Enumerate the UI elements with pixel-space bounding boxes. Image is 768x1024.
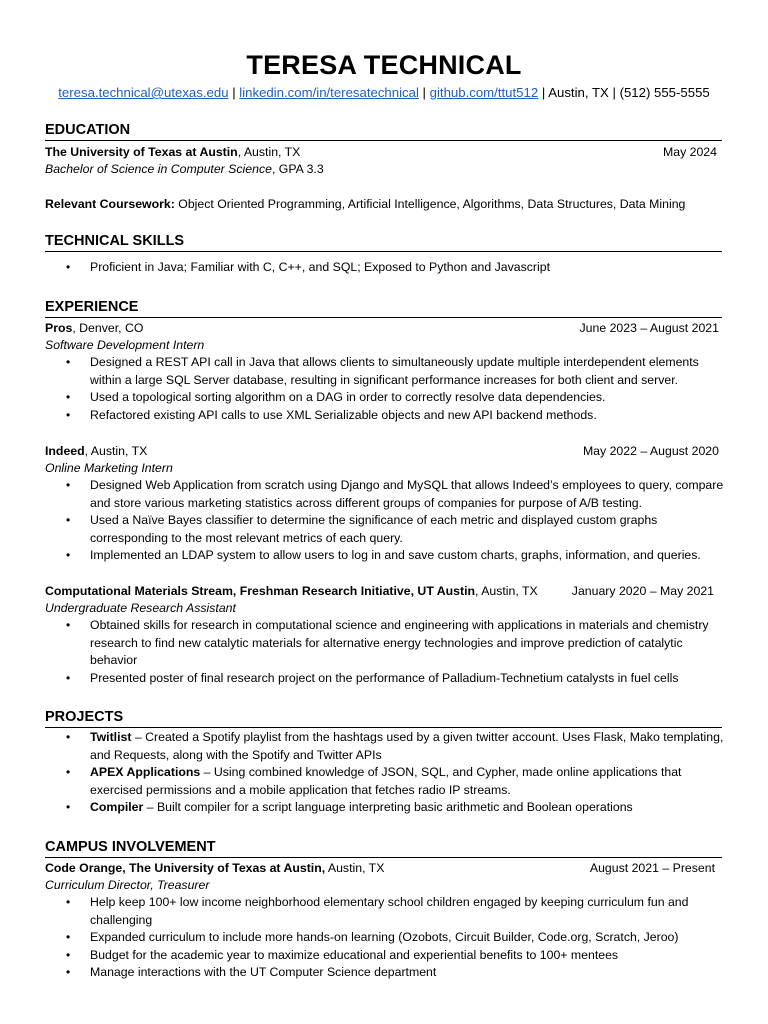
project-name: Twitlist bbox=[90, 730, 132, 744]
job-location: , Austin, TX bbox=[475, 584, 538, 598]
list-item bbox=[45, 729, 725, 764]
job-date: May 2022 – August 2020 bbox=[582, 444, 719, 458]
skills-list bbox=[45, 259, 725, 277]
education-heading: EDUCATION bbox=[45, 121, 722, 141]
separator: | bbox=[228, 85, 240, 100]
school-name: The University of Texas at Austin bbox=[45, 145, 238, 159]
skills-heading: TECHNICAL SKILLS bbox=[45, 232, 722, 252]
degree-line bbox=[45, 161, 722, 177]
campus-location: Austin, TX bbox=[325, 861, 385, 875]
job-header-row bbox=[45, 443, 719, 459]
list-item: • Designed a REST API call in Java that allows clients to simultaneously update multiple interdependent elements within a large SQL Server database, resulting in significant performance increases for both client and server. bbox=[45, 354, 725, 389]
job-role: Online Marketing Intern bbox=[45, 461, 173, 475]
list-item: • Obtained skills for research in computational science and engineering with applications in materials and chemistry research to find new catalytic materials for alternative energy technologies and improve prediction of catalytic behavior bbox=[45, 617, 725, 670]
separator: | bbox=[538, 85, 549, 100]
job-header-row bbox=[45, 320, 719, 336]
campus-bullets bbox=[45, 894, 725, 982]
list-item: • Proficient in Java; Familiar with C, C++, and SQL; Exposed to Python and Javascript bbox=[45, 259, 725, 277]
job-bullets bbox=[45, 354, 725, 424]
email-link[interactable]: teresa.technical@utexas.edu bbox=[58, 85, 229, 100]
school-location: , Austin, TX bbox=[237, 145, 301, 159]
list-item: • Used a topological sorting algorithm on a DAG in order to correctly resolve data dependencies. bbox=[45, 389, 725, 407]
project-desc: – Created a Spotify playlist from the hashtags used by a given twitter account. Uses Flask, Mako templating, and Requests, along with the Spotify and Twitter APIs bbox=[90, 730, 724, 762]
list-item bbox=[45, 764, 725, 799]
job-bullets bbox=[45, 477, 725, 565]
contact-line bbox=[0, 85, 768, 100]
job-header-row bbox=[45, 583, 714, 599]
coursework-label: Relevant Coursework: bbox=[45, 197, 175, 211]
education-date: May 2024 bbox=[662, 145, 717, 159]
experience-heading: EXPERIENCE bbox=[45, 298, 722, 318]
list-item: • Manage interactions with the UT Computer Science department bbox=[45, 964, 725, 982]
linkedin-link[interactable]: linkedin.com/in/teresatechnical bbox=[239, 85, 419, 100]
github-link[interactable]: github.com/ttut512 bbox=[429, 85, 539, 100]
list-item: • Refactored existing API calls to use XML Serializable objects and new API backend methods. bbox=[45, 407, 725, 425]
coursework-list: Object Oriented Programming, Artificial Intelligence, Algorithms, Data Structures, Data Mining bbox=[174, 197, 686, 211]
job-date: January 2020 – May 2021 bbox=[571, 584, 714, 598]
campus-date: August 2021 – Present bbox=[589, 861, 715, 875]
list-item: • Implemented an LDAP system to allow users to log in and save custom charts, graphs, information, and queries. bbox=[45, 547, 725, 565]
job-org: Pros bbox=[45, 321, 73, 335]
job-role: Undergraduate Research Assistant bbox=[45, 601, 236, 615]
list-item: • Used a Naïve Bayes classifier to determine the significance of each metric and displayed custom graphs corresponding to the most relevant metrics of each query. bbox=[45, 512, 725, 547]
project-desc: – Built compiler for a script language interpreting basic arithmetic and Boolean operations bbox=[143, 800, 633, 815]
project-name: APEX Applications bbox=[90, 765, 201, 780]
campus-role: Curriculum Director, Treasurer bbox=[45, 878, 210, 892]
job-role: Software Development Intern bbox=[45, 338, 205, 352]
campus-header-row bbox=[45, 860, 715, 876]
phone: (512) 555-5555 bbox=[619, 85, 710, 100]
project-name: Compiler bbox=[90, 800, 144, 815]
location: Austin, TX bbox=[548, 85, 609, 100]
job-org: Indeed bbox=[45, 444, 85, 458]
resume-name: TERESA TECHNICAL bbox=[246, 50, 522, 80]
list-item: • Expanded curriculum to include more hands-on learning (Ozobots, Circuit Builder, Code.org, Scratch, Jeroo) bbox=[45, 929, 725, 947]
campus-org: Code Orange, The University of Texas at Austin, bbox=[45, 861, 326, 875]
list-item: • Budget for the academic year to maximize educational and experiential benefits to 100+ mentees bbox=[45, 947, 725, 965]
list-item: • Designed Web Application from scratch using Django and MySQL that allows Indeed’s employees to query, compare and store various marketing statistics across different groups of companies for purpose of A/B testing. bbox=[45, 477, 725, 512]
list-item bbox=[45, 799, 725, 817]
education-school-row bbox=[45, 144, 717, 160]
degree: Bachelor of Science in Computer Science bbox=[45, 162, 272, 176]
separator: | bbox=[418, 85, 430, 100]
project-desc: – Using combined knowledge of JSON, SQL, and Cypher, made online applications that exercised permissions and a mobile application that fetches radio IP streams. bbox=[90, 765, 682, 797]
projects-heading: PROJECTS bbox=[45, 708, 722, 728]
job-date: June 2023 – August 2021 bbox=[579, 321, 719, 335]
campus-heading: CAMPUS INVOLVEMENT bbox=[45, 838, 722, 858]
list-item: • Help keep 100+ low income neighborhood elementary school children engaged by keeping curriculum fun and challenging bbox=[45, 894, 725, 929]
projects-list bbox=[45, 729, 725, 817]
job-org: Computational Materials Stream, Freshman Research Initiative, UT Austin bbox=[45, 584, 476, 598]
job-location: , Austin, TX bbox=[84, 444, 148, 458]
coursework-line bbox=[45, 196, 722, 212]
gpa: , GPA 3.3 bbox=[271, 162, 324, 176]
separator: | bbox=[608, 85, 620, 100]
list-item: • Presented poster of final research project on the performance of Palladium-Technetium catalysts in fuel cells bbox=[45, 670, 725, 688]
job-bullets bbox=[45, 617, 725, 687]
job-location: , Denver, CO bbox=[72, 321, 144, 335]
